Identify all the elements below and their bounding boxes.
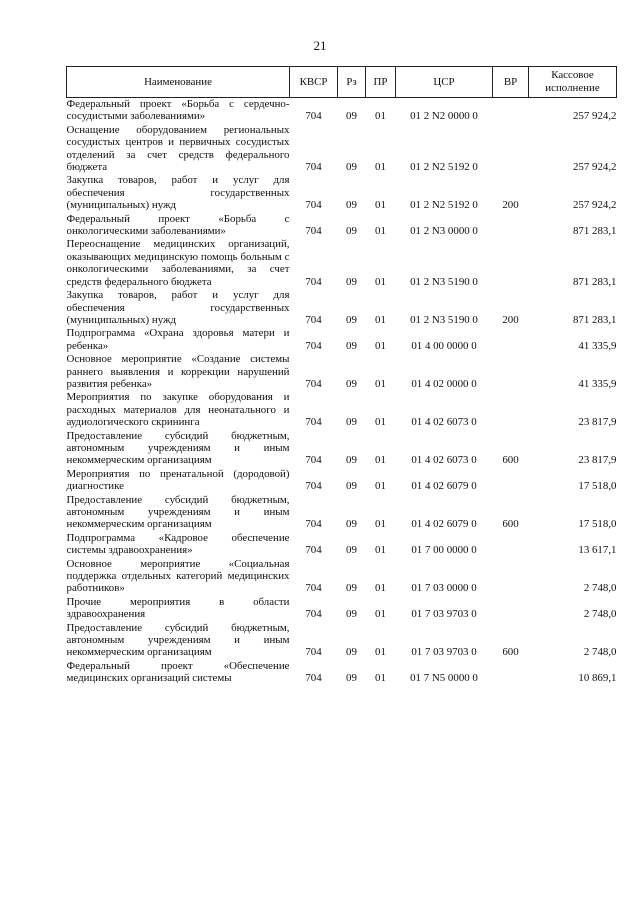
- cell-sum: 2 748,0: [583, 608, 617, 621]
- cell-name: Предоставление субсидий бюджетным, автономным учреждениям и иным некоммерческим организациям: [66, 493, 290, 531]
- cell-kvsr: 704: [305, 313, 322, 326]
- cell-vr: [493, 532, 529, 558]
- cell-csr: 01 7 03 9703 0: [411, 608, 477, 621]
- table-row: [67, 213, 617, 239]
- cell-sum: 23 817,9: [578, 454, 617, 467]
- cell-pr: 01: [375, 339, 386, 352]
- cell-rz: 09: [346, 672, 357, 685]
- cell-csr: 01 7 00 0000 0: [411, 544, 477, 557]
- cell-csr: 01 2 N3 5190 0: [410, 313, 478, 326]
- table-row: [67, 238, 617, 289]
- cell-csr: 01 2 N2 0000 0: [410, 110, 478, 123]
- cell-pr: 01: [375, 608, 386, 621]
- table-row: [67, 660, 617, 686]
- column-header-sum: Кассовое исполнение: [529, 67, 617, 98]
- cell-sum: 257 924,2: [572, 161, 617, 174]
- cell-sum: 17 518,0: [578, 518, 617, 531]
- page-number: 21: [313, 38, 327, 53]
- cell-rz: 09: [346, 544, 357, 557]
- cell-csr: 01 2 N3 5190 0: [410, 275, 478, 288]
- cell-vr: [493, 124, 529, 175]
- table-header-row: [67, 67, 617, 98]
- cell-rz: 09: [346, 518, 357, 531]
- cell-csr: 01 2 N2 5192 0: [410, 199, 478, 212]
- cell-pr: 01: [375, 582, 386, 595]
- cell-name: Закупка товаров, работ и услуг для обеспечения государственных (муниципальных) нужд: [66, 174, 290, 212]
- cell-sum: 871 283,1: [572, 275, 617, 288]
- cell-sum: 41 335,9: [578, 339, 617, 352]
- cell-vr: [493, 468, 529, 494]
- cell-vr: 600: [502, 518, 519, 531]
- cell-sum: 871 283,1: [572, 225, 617, 238]
- table-row: [67, 124, 617, 175]
- cell-csr: 01 4 00 0000 0: [411, 339, 477, 352]
- cell-sum: 257 924,2: [572, 110, 617, 123]
- cell-rz: 09: [346, 110, 357, 123]
- cell-name: Федеральный проект «Борьба с сердечно-сосудистыми заболеваниями»: [66, 98, 290, 123]
- cell-name: Федеральный проект «Борьба с онкологическими заболеваниями»: [66, 212, 290, 238]
- cell-kvsr: 704: [305, 110, 322, 123]
- cell-csr: 01 7 N5 0000 0: [410, 672, 478, 685]
- cell-sum: 10 869,1: [578, 672, 617, 685]
- column-header-csr: ЦСР: [396, 67, 493, 98]
- cell-name: Предоставление субсидий бюджетным, автономным учреждениям и иным некоммерческим организациям: [66, 429, 290, 467]
- column-header-pr: ПР: [366, 67, 396, 98]
- table-row: [67, 468, 617, 494]
- cell-kvsr: 704: [305, 544, 322, 557]
- cell-sum: 13 617,1: [578, 544, 617, 557]
- cell-sum: 17 518,0: [578, 480, 617, 493]
- cell-vr: [493, 238, 529, 289]
- table-row: [67, 289, 617, 327]
- cell-rz: 09: [346, 454, 357, 467]
- cell-rz: 09: [346, 416, 357, 429]
- cell-name: Мероприятия по закупке оборудования и расходных материалов для неонатального и аудиологического скрининга: [66, 391, 290, 429]
- cell-kvsr: 704: [305, 416, 322, 429]
- cell-sum: 2 748,0: [583, 646, 617, 659]
- cell-rz: 09: [346, 199, 357, 212]
- cell-name: Закупка товаров, работ и услуг для обеспечения государственных (муниципальных) нужд: [66, 289, 290, 326]
- cell-vr: [493, 558, 529, 596]
- cell-name: Прочие мероприятия в области здравоохранения: [66, 595, 290, 621]
- cell-vr: 600: [502, 646, 519, 659]
- cell-vr: [493, 327, 529, 353]
- cell-pr: 01: [375, 161, 386, 174]
- cell-kvsr: 704: [305, 199, 322, 212]
- cell-csr: 01 4 02 6079 0: [411, 480, 477, 493]
- column-header-vr: ВР: [493, 67, 529, 98]
- cell-name: Подпрограмма «Охрана здоровья матери и ребенка»: [66, 327, 290, 352]
- cell-pr: 01: [375, 544, 386, 557]
- cell-csr: 01 7 03 0000 0: [411, 582, 477, 595]
- cell-rz: 09: [346, 339, 357, 352]
- cell-pr: 01: [375, 275, 386, 288]
- budget-table: [66, 66, 617, 686]
- cell-rz: 09: [346, 608, 357, 621]
- table-row: [67, 596, 617, 622]
- cell-vr: [493, 596, 529, 622]
- table-row: [67, 391, 617, 429]
- cell-rz: 09: [346, 646, 357, 659]
- cell-rz: 09: [346, 313, 357, 326]
- cell-kvsr: 704: [305, 161, 322, 174]
- cell-rz: 09: [346, 161, 357, 174]
- cell-pr: 01: [375, 416, 386, 429]
- column-header-kvsr: КВСР: [290, 67, 338, 98]
- cell-rz: 09: [346, 225, 357, 238]
- cell-vr: [493, 660, 529, 686]
- table-row: [67, 558, 617, 596]
- cell-pr: 01: [375, 518, 386, 531]
- cell-csr: 01 7 03 9703 0: [411, 646, 477, 659]
- cell-rz: 09: [346, 480, 357, 493]
- cell-rz: 09: [346, 275, 357, 288]
- cell-kvsr: 704: [305, 480, 322, 493]
- cell-kvsr: 704: [305, 377, 322, 390]
- cell-kvsr: 704: [305, 225, 322, 238]
- cell-pr: 01: [375, 313, 386, 326]
- cell-sum: 41 335,9: [578, 377, 617, 390]
- cell-sum: 257 924,2: [572, 199, 617, 212]
- cell-name: Мероприятия по пренатальной (дородовой) диагностике: [66, 467, 290, 493]
- cell-pr: 01: [375, 646, 386, 659]
- cell-sum: 2 748,0: [583, 582, 617, 595]
- cell-name: Подпрограмма «Кадровое обеспечение системы здравоохранения»: [66, 531, 290, 557]
- cell-pr: 01: [375, 110, 386, 123]
- cell-pr: 01: [375, 454, 386, 467]
- table-row: [67, 327, 617, 353]
- table-row: [67, 353, 617, 391]
- cell-name: Основное мероприятие «Создание системы раннего выявления и коррекции нарушений развития ребенка»: [66, 353, 290, 390]
- table-row: [67, 98, 617, 124]
- cell-kvsr: 704: [305, 582, 322, 595]
- cell-name: Оснащение оборудованием региональных сосудистых центров и первичных сосудистых отделений за счет средств федерального бюджета: [66, 123, 290, 174]
- column-header-name: Наименование: [67, 67, 290, 98]
- cell-name: Переоснащение медицинских организаций, оказывающих медицинскую помощь больным с онкологическими заболеваниями, за счет средств федерального бюджета: [66, 238, 290, 288]
- table-row: [67, 430, 617, 468]
- cell-kvsr: 704: [305, 608, 322, 621]
- cell-csr: 01 4 02 6073 0: [411, 416, 477, 429]
- cell-sum: 871 283,1: [572, 313, 617, 326]
- cell-kvsr: 704: [305, 454, 322, 467]
- cell-name: Основное мероприятие «Социальная поддержка отдельных категорий медицинских работников»: [66, 557, 290, 595]
- cell-kvsr: 704: [305, 339, 322, 352]
- cell-kvsr: 704: [305, 275, 322, 288]
- cell-pr: 01: [375, 199, 386, 212]
- cell-csr: 01 4 02 0000 0: [411, 377, 477, 390]
- cell-csr: 01 4 02 6079 0: [411, 518, 477, 531]
- cell-pr: 01: [375, 480, 386, 493]
- cell-vr: 200: [502, 313, 519, 326]
- cell-rz: 09: [346, 582, 357, 595]
- cell-sum: 23 817,9: [578, 416, 617, 429]
- table-row: [67, 174, 617, 212]
- table-body: [67, 98, 617, 686]
- cell-name: Федеральный проект «Обеспечение медицинских организаций системы: [66, 659, 290, 685]
- cell-csr: 01 4 02 6073 0: [411, 454, 477, 467]
- column-header-rz: Рз: [338, 67, 366, 98]
- cell-kvsr: 704: [305, 646, 322, 659]
- table-row: [67, 532, 617, 558]
- cell-vr: 200: [502, 199, 519, 212]
- cell-rz: 09: [346, 377, 357, 390]
- cell-vr: [493, 98, 529, 124]
- cell-vr: [493, 353, 529, 391]
- cell-vr: [493, 391, 529, 429]
- cell-pr: 01: [375, 377, 386, 390]
- cell-kvsr: 704: [305, 518, 322, 531]
- cell-kvsr: 704: [305, 672, 322, 685]
- table-row: [67, 622, 617, 660]
- cell-pr: 01: [375, 672, 386, 685]
- cell-vr: 600: [502, 454, 519, 467]
- cell-csr: 01 2 N2 5192 0: [410, 161, 478, 174]
- cell-csr: 01 2 N3 0000 0: [410, 225, 478, 238]
- cell-name: Предоставление субсидий бюджетным, автономным учреждениям и иным некоммерческим организациям: [66, 621, 290, 659]
- table-row: [67, 494, 617, 532]
- cell-vr: [493, 213, 529, 239]
- cell-pr: 01: [375, 225, 386, 238]
